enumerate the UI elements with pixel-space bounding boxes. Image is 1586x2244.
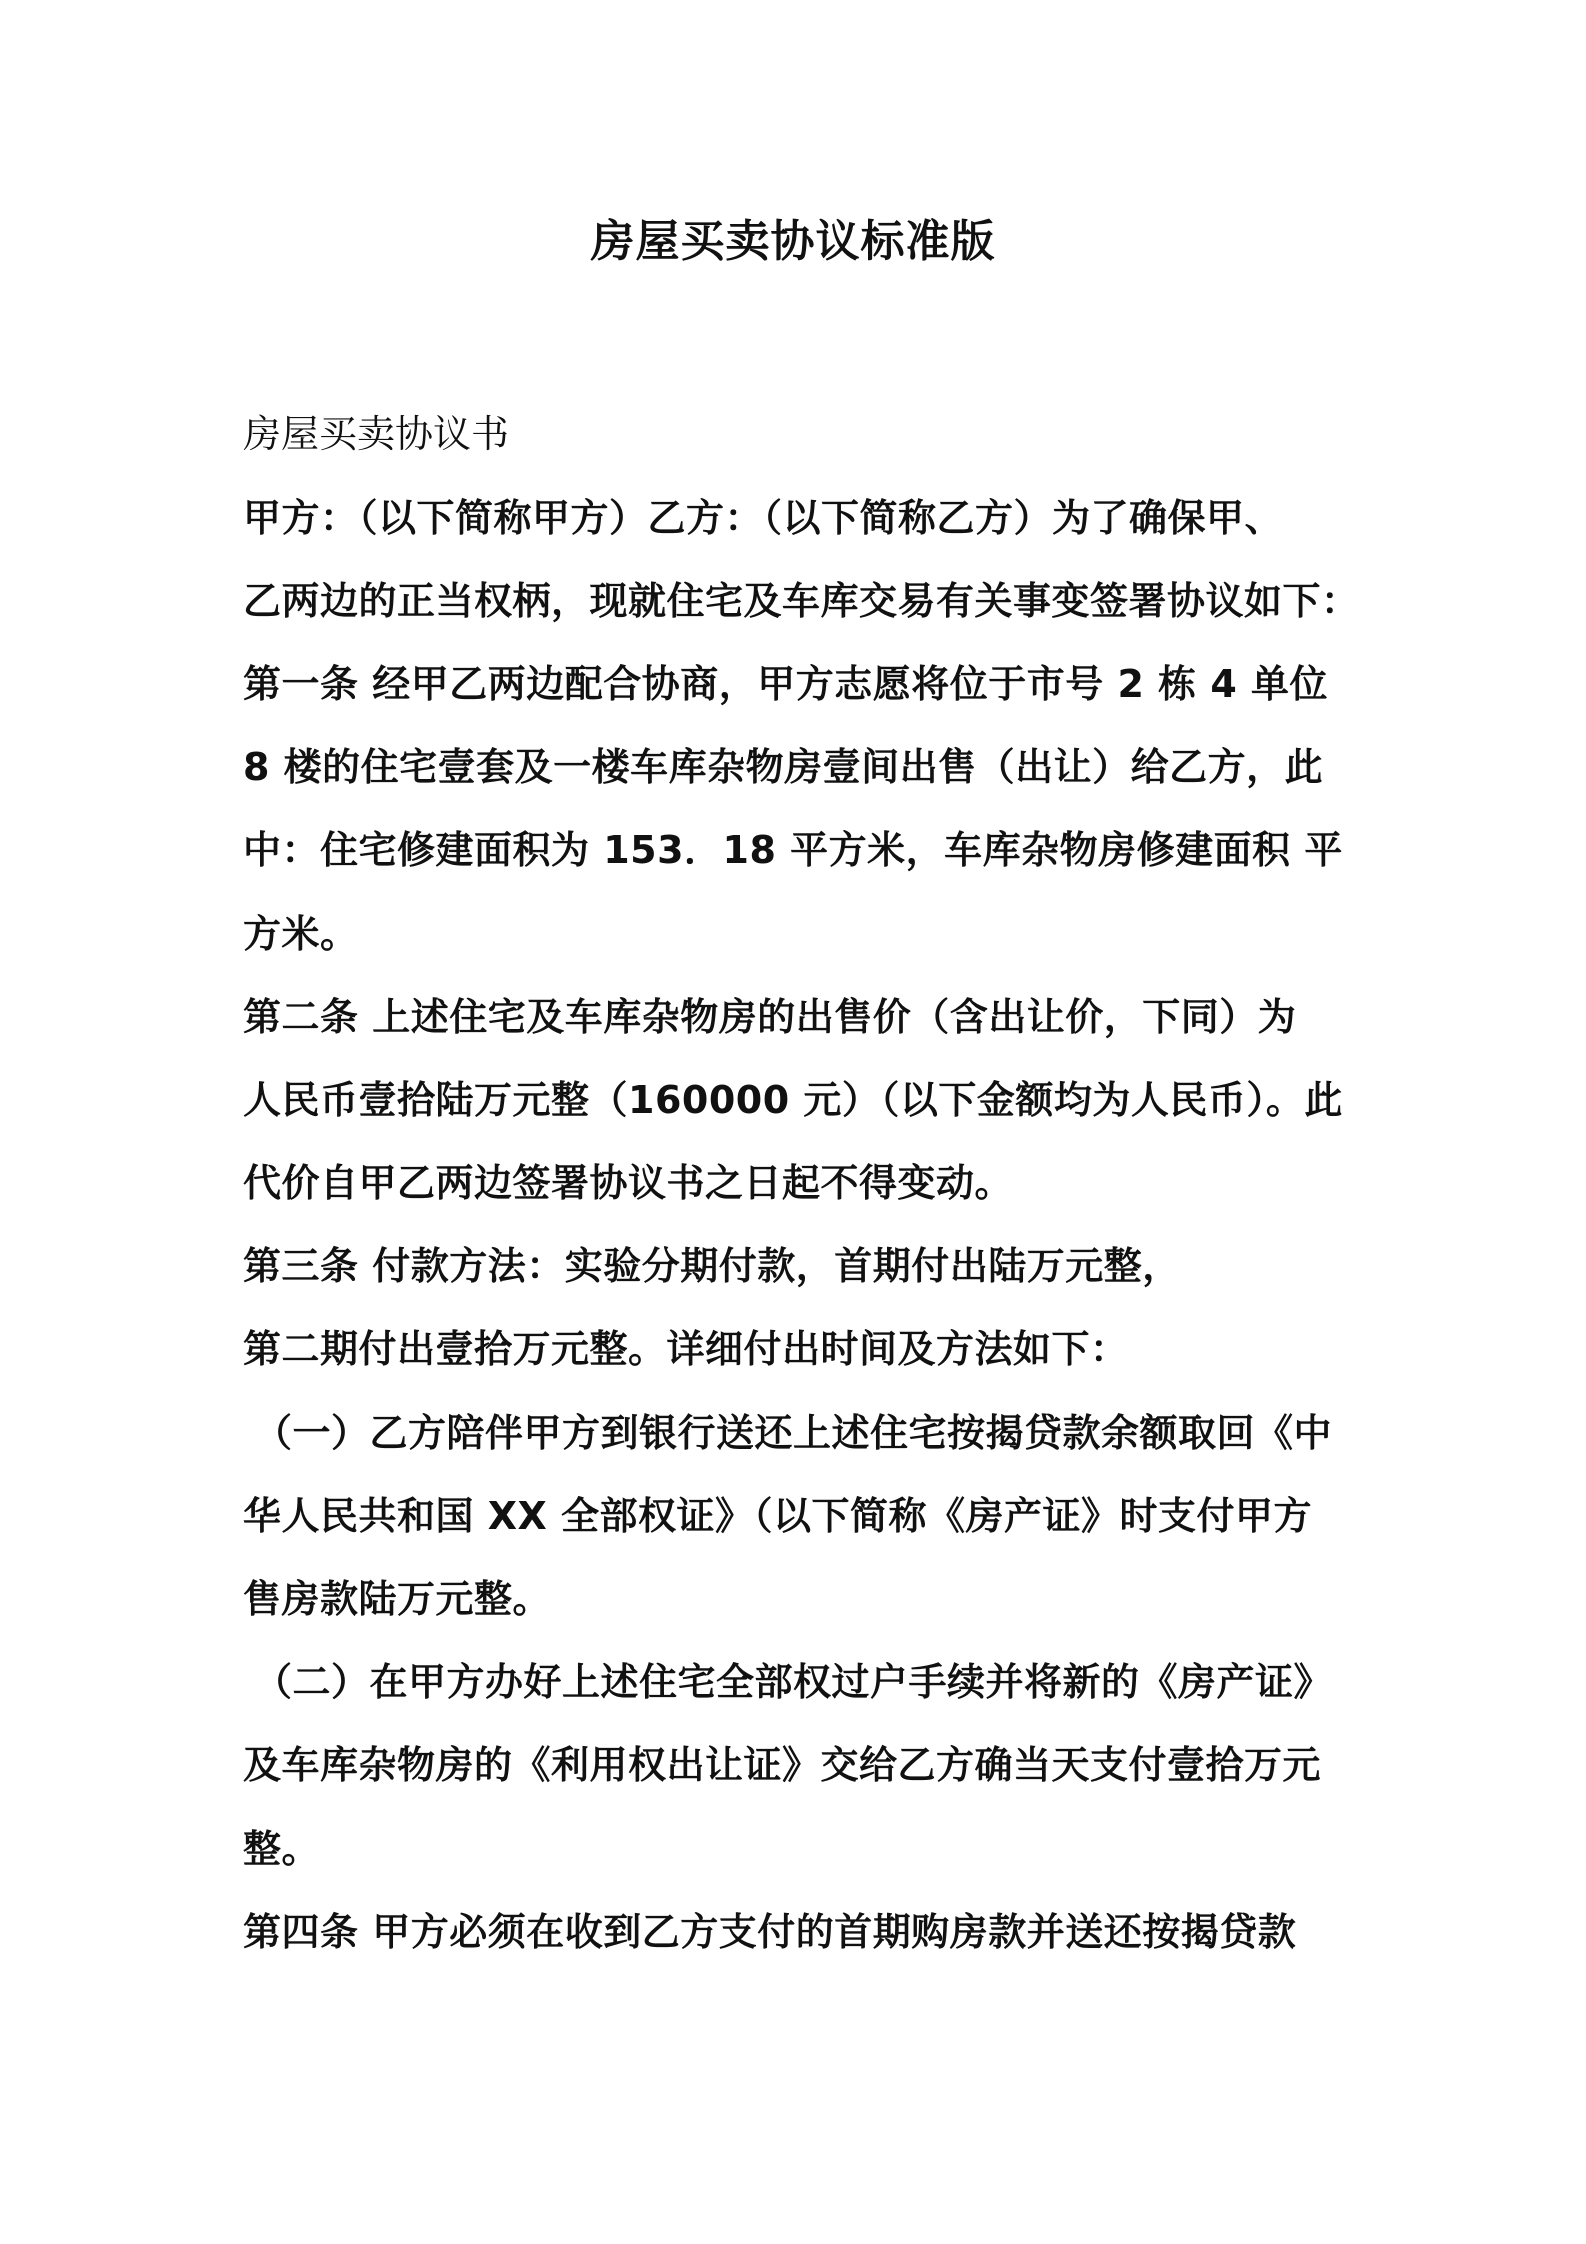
clause-1-line: 第一条 经甲乙两边配合协商，甲方志愿将位于市号 2 栋 4 单位 [243,662,1329,706]
clause-2-line: 代价自甲乙两边签署协议书之日起不得变动。 [243,1161,1014,1205]
clause-3-line: 第二期付出壹拾万元整。详细付出时间及方法如下： [243,1327,1129,1371]
clause-1-line: 8 楼的住宅壹套及一楼车库杂物房壹间出售（出让）给乙方，此 [243,745,1324,789]
sub-item-1-line: （一）乙方陪伴甲方到银行送还上述住宅按揭贷款余额取回《中 [254,1411,1333,1455]
clause-2-line: 第二条 上述住宅及车库杂物房的出售价（含出让价，下同）为 [243,995,1297,1039]
sub-item-2-line: （二）在甲方办好上述住宅全部权过户手续并将新的《房产证》 [254,1660,1333,1704]
sub-item-2-line: 整。 [243,1827,321,1871]
clause-1-line: 方米。 [243,912,359,956]
sub-item-1-line: 售房款陆万元整。 [243,1577,552,1621]
clause-4-line: 第四条 甲方必须在收到乙方支付的首期购房款并送还按揭贷款 [243,1910,1297,1954]
paragraph-line: 甲方：（以下简称甲方）乙方：（以下简称乙方）为了确保甲、 [243,496,1284,540]
paragraph-line: 乙两边的正当权柄，现就住宅及车库交易有关事变签署协议如下： [243,579,1360,623]
clause-2-line: 人民币壹拾陆万元整（160000 元）（以下金额均为人民币）。此 [243,1078,1343,1122]
clause-3-line: 第三条 付款方法：实验分期付款，首期付出陆万元整， [243,1244,1181,1288]
agreement-heading: 房屋买卖协议书 [243,412,510,456]
sub-item-2-line: 及车库杂物房的《利用权出让证》交给乙方确当天支付壹拾万元 [243,1743,1322,1787]
clause-1-line: 中：住宅修建面积为 153．18 平方米，车库杂物房修建面积 平 [243,828,1343,872]
sub-item-1-line: 华人民共和国 XX 全部权证》（以下简称《房产证》时支付甲方 [243,1494,1313,1538]
document-title: 房屋买卖协议标准版 [590,216,996,267]
